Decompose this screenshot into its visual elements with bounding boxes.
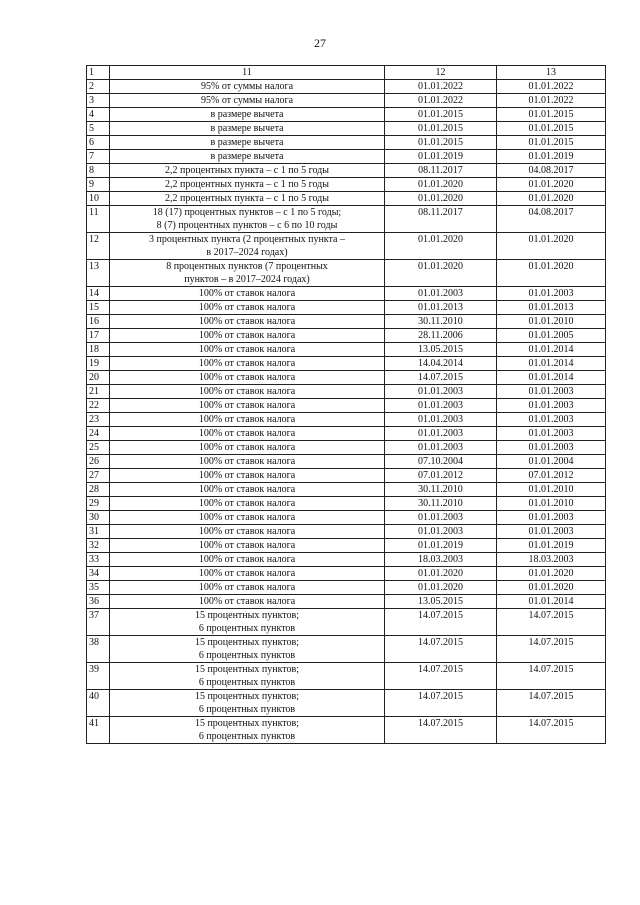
row-number-cell: 5 [87, 122, 110, 136]
rate-line: 100% от ставок налога [198, 568, 296, 579]
rate-cell [110, 455, 385, 469]
table-row [87, 497, 606, 511]
rate-line: 100% от ставок налога [198, 498, 296, 509]
rate-cell [110, 315, 385, 329]
table-row [87, 164, 606, 178]
row-number-cell: 30 [87, 511, 110, 525]
effective-date-cell: 01.01.2014 [497, 357, 606, 371]
rate-line: 100% от ставок налога [198, 358, 296, 369]
start-date-cell: 01.01.2020 [385, 233, 497, 260]
rate-line: 15 процентных пунктов; [194, 664, 300, 675]
effective-date-cell: 01.01.2005 [497, 329, 606, 343]
row-number-cell: 15 [87, 301, 110, 315]
start-date-cell: 01.01.2022 [385, 80, 497, 94]
rate-line: 100% от ставок налога [198, 554, 296, 565]
rate-line: 100% от ставок налога [198, 512, 296, 523]
row-number-cell: 12 [87, 233, 110, 260]
rate-cell [110, 150, 385, 164]
table-row [87, 525, 606, 539]
table-row [87, 206, 606, 233]
table-row [87, 122, 606, 136]
row-number-cell: 32 [87, 539, 110, 553]
rate-line: 100% от ставок налога [198, 526, 296, 537]
start-date-cell: 01.01.2015 [385, 136, 497, 150]
effective-date-cell: 01.01.2015 [497, 136, 606, 150]
rate-cell [110, 192, 385, 206]
start-date-cell: 14.07.2015 [385, 609, 497, 636]
rate-line: 15 процентных пунктов; [194, 637, 300, 648]
rate-cell [110, 539, 385, 553]
rate-line: 15 процентных пунктов; [194, 718, 300, 729]
start-date-cell: 30.11.2010 [385, 497, 497, 511]
start-date-cell: 01.01.2015 [385, 122, 497, 136]
rate-line: в 2017–2024 годах) [206, 247, 288, 258]
row-number-cell: 16 [87, 315, 110, 329]
row-number-cell: 33 [87, 553, 110, 567]
rate-cell [110, 595, 385, 609]
row-number-cell: 3 [87, 94, 110, 108]
benefits-table [86, 65, 606, 744]
rate-line: в размере вычета [210, 109, 284, 120]
rate-line: 6 процентных пунктов [198, 650, 296, 661]
effective-date-cell: 01.01.2014 [497, 371, 606, 385]
effective-date-cell: 01.01.2003 [497, 287, 606, 301]
row-number-cell: 21 [87, 385, 110, 399]
start-date-cell: 01.01.2020 [385, 178, 497, 192]
effective-date-cell: 01.01.2019 [497, 539, 606, 553]
row-number-cell: 34 [87, 567, 110, 581]
start-date-cell: 01.01.2015 [385, 108, 497, 122]
start-date-cell: 14.04.2014 [385, 357, 497, 371]
effective-date-cell: 01.01.2019 [497, 150, 606, 164]
page-number: 27 [314, 36, 326, 50]
effective-date-cell: 18.03.2003 [497, 553, 606, 567]
effective-date-cell: 01.01.2020 [497, 567, 606, 581]
table-body [87, 66, 606, 744]
row-number-cell: 29 [87, 497, 110, 511]
row-number-cell: 36 [87, 595, 110, 609]
effective-date-cell: 01.01.2003 [497, 427, 606, 441]
table-row [87, 581, 606, 595]
effective-date-cell: 01.01.2010 [497, 315, 606, 329]
table-row [87, 371, 606, 385]
header-col-13: 13 [497, 66, 606, 80]
table-row [87, 385, 606, 399]
effective-date-cell: 01.01.2013 [497, 301, 606, 315]
table-row [87, 595, 606, 609]
table-row [87, 80, 606, 94]
row-number-cell: 38 [87, 636, 110, 663]
start-date-cell: 01.01.2003 [385, 399, 497, 413]
start-date-cell: 01.01.2013 [385, 301, 497, 315]
rate-line: 15 процентных пунктов; [194, 610, 300, 621]
effective-date-cell: 01.01.2014 [497, 343, 606, 357]
row-number-cell: 10 [87, 192, 110, 206]
row-number-cell: 26 [87, 455, 110, 469]
rate-cell [110, 94, 385, 108]
rate-cell [110, 287, 385, 301]
table-row [87, 483, 606, 497]
rate-cell [110, 497, 385, 511]
effective-date-cell: 01.01.2003 [497, 511, 606, 525]
rate-cell [110, 567, 385, 581]
effective-date-cell: 07.01.2012 [497, 469, 606, 483]
row-number-cell: 2 [87, 80, 110, 94]
row-number-cell: 25 [87, 441, 110, 455]
effective-date-cell: 01.01.2020 [497, 260, 606, 287]
table-row [87, 553, 606, 567]
rate-line: 100% от ставок налога [198, 582, 296, 593]
rate-cell [110, 108, 385, 122]
row-number-cell: 35 [87, 581, 110, 595]
rate-cell [110, 357, 385, 371]
row-number-cell: 24 [87, 427, 110, 441]
rate-cell [110, 371, 385, 385]
rate-line: 100% от ставок налога [198, 288, 296, 299]
start-date-cell: 14.07.2015 [385, 636, 497, 663]
effective-date-cell: 01.01.2003 [497, 525, 606, 539]
rate-cell [110, 483, 385, 497]
rate-cell [110, 233, 385, 260]
effective-date-cell: 01.01.2022 [497, 80, 606, 94]
rate-line: 6 процентных пунктов [198, 704, 296, 715]
start-date-cell: 13.05.2015 [385, 343, 497, 357]
table-row [87, 357, 606, 371]
table-row [87, 108, 606, 122]
rate-line: 15 процентных пунктов; [194, 691, 300, 702]
rate-cell [110, 385, 385, 399]
effective-date-cell: 01.01.2014 [497, 595, 606, 609]
rate-line: 95% от суммы налога [200, 95, 294, 106]
row-number-cell: 41 [87, 717, 110, 744]
rate-cell [110, 329, 385, 343]
effective-date-cell: 01.01.2022 [497, 94, 606, 108]
table-row [87, 287, 606, 301]
table-row [87, 636, 606, 663]
start-date-cell: 07.10.2004 [385, 455, 497, 469]
start-date-cell: 01.01.2003 [385, 441, 497, 455]
table-row [87, 690, 606, 717]
rate-cell [110, 636, 385, 663]
effective-date-cell: 14.07.2015 [497, 636, 606, 663]
rate-cell [110, 717, 385, 744]
rate-line: 100% от ставок налога [198, 316, 296, 327]
rate-cell [110, 413, 385, 427]
table-row [87, 399, 606, 413]
rate-cell [110, 511, 385, 525]
start-date-cell: 14.07.2015 [385, 717, 497, 744]
row-number-cell: 40 [87, 690, 110, 717]
start-date-cell: 01.01.2022 [385, 94, 497, 108]
table-row [87, 441, 606, 455]
row-number-cell: 7 [87, 150, 110, 164]
table-row [87, 315, 606, 329]
effective-date-cell: 01.01.2020 [497, 178, 606, 192]
start-date-cell: 01.01.2019 [385, 539, 497, 553]
table-row [87, 343, 606, 357]
rate-line: 100% от ставок налога [198, 386, 296, 397]
rate-line: 100% от ставок налога [198, 302, 296, 313]
effective-date-cell: 14.07.2015 [497, 609, 606, 636]
row-number-cell: 14 [87, 287, 110, 301]
table-row [87, 413, 606, 427]
rate-line: 100% от ставок налога [198, 470, 296, 481]
rate-cell [110, 343, 385, 357]
rate-line: 100% от ставок налога [198, 428, 296, 439]
row-number-cell: 23 [87, 413, 110, 427]
row-number-cell: 28 [87, 483, 110, 497]
rate-line: в размере вычета [210, 123, 284, 134]
table-row [87, 609, 606, 636]
rate-cell [110, 469, 385, 483]
effective-date-cell: 01.01.2003 [497, 399, 606, 413]
start-date-cell: 01.01.2019 [385, 150, 497, 164]
row-number-cell: 6 [87, 136, 110, 150]
start-date-cell: 13.05.2015 [385, 595, 497, 609]
effective-date-cell: 04.08.2017 [497, 164, 606, 178]
rate-line: в размере вычета [210, 151, 284, 162]
start-date-cell: 01.01.2003 [385, 413, 497, 427]
rate-cell [110, 441, 385, 455]
start-date-cell: 18.03.2003 [385, 553, 497, 567]
rate-line: 100% от ставок налога [198, 442, 296, 453]
effective-date-cell: 01.01.2015 [497, 108, 606, 122]
effective-date-cell: 01.01.2010 [497, 497, 606, 511]
rate-line: 6 процентных пунктов [198, 623, 296, 634]
row-number-cell: 13 [87, 260, 110, 287]
effective-date-cell: 01.01.2020 [497, 581, 606, 595]
table-row [87, 567, 606, 581]
row-number-cell: 11 [87, 206, 110, 233]
table-row [87, 233, 606, 260]
start-date-cell: 28.11.2006 [385, 329, 497, 343]
start-date-cell: 14.07.2015 [385, 663, 497, 690]
header-col-1: 1 [87, 66, 110, 80]
rate-line: пунктов – в 2017–2024 годах) [184, 274, 310, 285]
row-number-cell: 27 [87, 469, 110, 483]
start-date-cell: 07.01.2012 [385, 469, 497, 483]
start-date-cell: 08.11.2017 [385, 164, 497, 178]
table-row [87, 511, 606, 525]
rate-line: 100% от ставок налога [198, 372, 296, 383]
start-date-cell: 01.01.2020 [385, 192, 497, 206]
rate-line: 100% от ставок налога [198, 456, 296, 467]
rate-cell [110, 427, 385, 441]
effective-date-cell: 01.01.2003 [497, 385, 606, 399]
rate-line: 2,2 процентных пункта – с 1 по 5 годы [165, 193, 329, 204]
rate-cell [110, 663, 385, 690]
row-number-cell: 17 [87, 329, 110, 343]
start-date-cell: 01.01.2020 [385, 567, 497, 581]
effective-date-cell: 01.01.2020 [497, 192, 606, 206]
rate-cell [110, 260, 385, 287]
rate-line: 100% от ставок налога [198, 484, 296, 495]
rate-cell [110, 80, 385, 94]
table-row [87, 469, 606, 483]
start-date-cell: 01.01.2003 [385, 385, 497, 399]
row-number-cell: 19 [87, 357, 110, 371]
row-number-cell: 4 [87, 108, 110, 122]
start-date-cell: 01.01.2003 [385, 525, 497, 539]
rate-cell [110, 206, 385, 233]
effective-date-cell: 14.07.2015 [497, 690, 606, 717]
rate-cell [110, 581, 385, 595]
effective-date-cell: 04.08.2017 [497, 206, 606, 233]
rate-line: 2,2 процентных пункта – с 1 по 5 годы [165, 165, 329, 176]
table-row [87, 150, 606, 164]
rate-line: 3 процентных пункта (2 процентных пункта – [149, 234, 345, 245]
rate-line: 100% от ставок налога [198, 414, 296, 425]
row-number-cell: 22 [87, 399, 110, 413]
rate-cell [110, 690, 385, 717]
rate-cell [110, 399, 385, 413]
rate-line: 8 процентных пунктов (7 процентных [166, 261, 328, 272]
row-number-cell: 18 [87, 343, 110, 357]
effective-date-cell: 01.01.2015 [497, 122, 606, 136]
rate-cell [110, 553, 385, 567]
table-row [87, 329, 606, 343]
rate-cell [110, 525, 385, 539]
table-row [87, 663, 606, 690]
start-date-cell: 30.11.2010 [385, 315, 497, 329]
start-date-cell: 01.01.2020 [385, 260, 497, 287]
table-row [87, 717, 606, 744]
effective-date-cell: 14.07.2015 [497, 717, 606, 744]
start-date-cell: 30.11.2010 [385, 483, 497, 497]
table-row [87, 260, 606, 287]
rate-line: 100% от ставок налога [198, 400, 296, 411]
effective-date-cell: 01.01.2010 [497, 483, 606, 497]
rate-line: 8 (7) процентных пунктов – с 6 по 10 годы [156, 220, 338, 231]
rate-cell [110, 164, 385, 178]
header-col-11: 11 [110, 66, 385, 80]
table-row [87, 136, 606, 150]
row-number-cell: 37 [87, 609, 110, 636]
rate-line: 100% от ставок налога [198, 330, 296, 341]
rate-line: 100% от ставок налога [198, 596, 296, 607]
rate-line: 100% от ставок налога [198, 344, 296, 355]
rate-cell [110, 301, 385, 315]
row-number-cell: 20 [87, 371, 110, 385]
header-col-12: 12 [385, 66, 497, 80]
rate-line: 6 процентных пунктов [198, 677, 296, 688]
start-date-cell: 14.07.2015 [385, 371, 497, 385]
table-row [87, 427, 606, 441]
row-number-cell: 39 [87, 663, 110, 690]
rate-line: 6 процентных пунктов [198, 731, 296, 742]
start-date-cell: 08.11.2017 [385, 206, 497, 233]
row-number-cell: 8 [87, 164, 110, 178]
start-date-cell: 01.01.2020 [385, 581, 497, 595]
effective-date-cell: 01.01.2003 [497, 413, 606, 427]
row-number-cell: 31 [87, 525, 110, 539]
table-row [87, 539, 606, 553]
rate-line: 18 (17) процентных пунктов – с 1 по 5 годы; [152, 207, 342, 218]
effective-date-cell: 01.01.2003 [497, 441, 606, 455]
start-date-cell: 01.01.2003 [385, 427, 497, 441]
start-date-cell: 01.01.2003 [385, 511, 497, 525]
rate-line: 2,2 процентных пункта – с 1 по 5 годы [165, 179, 329, 190]
table-row [87, 94, 606, 108]
effective-date-cell: 14.07.2015 [497, 663, 606, 690]
table-header-row [87, 66, 606, 80]
rate-cell [110, 609, 385, 636]
rate-line: 95% от суммы налога [200, 81, 294, 92]
effective-date-cell: 01.01.2004 [497, 455, 606, 469]
rate-line: в размере вычета [210, 137, 284, 148]
table-row [87, 192, 606, 206]
row-number-cell: 9 [87, 178, 110, 192]
start-date-cell: 14.07.2015 [385, 690, 497, 717]
start-date-cell: 01.01.2003 [385, 287, 497, 301]
table-row [87, 301, 606, 315]
rate-line: 100% от ставок налога [198, 540, 296, 551]
table-row [87, 178, 606, 192]
table-row [87, 455, 606, 469]
rate-cell [110, 136, 385, 150]
rate-cell [110, 122, 385, 136]
rate-cell [110, 178, 385, 192]
effective-date-cell: 01.01.2020 [497, 233, 606, 260]
